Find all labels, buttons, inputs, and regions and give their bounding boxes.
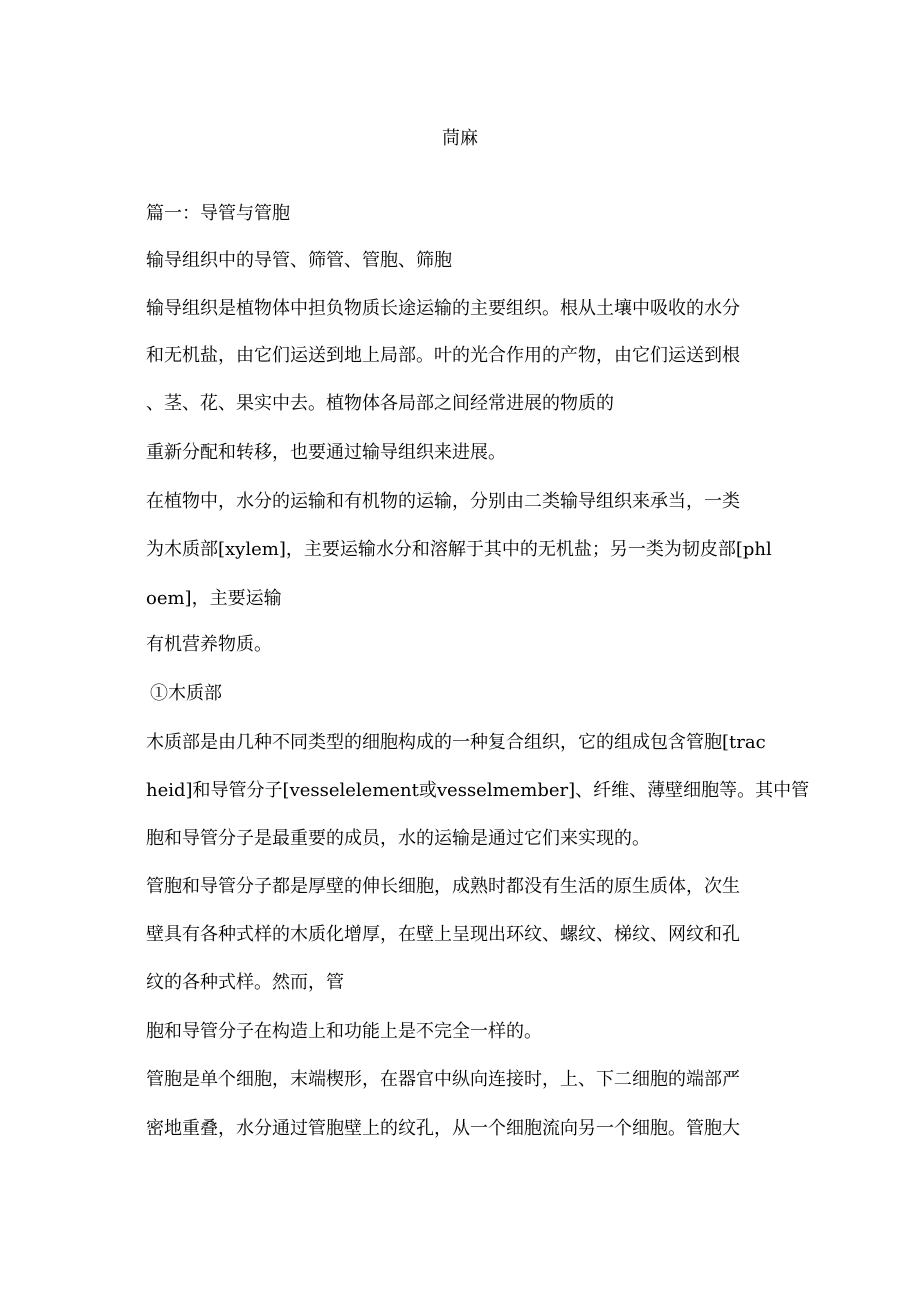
- text-line: 为木质部[xylem]，主要运输水分和溶解于其中的无机盐；另一类为韧皮部[phl: [146, 539, 772, 560]
- section-heading: ①木质部: [150, 683, 222, 704]
- text-line: 密地重叠，水分通过管胞壁上的纹孔，从一个细胞流向另一个细胞。管胞大: [146, 1118, 740, 1139]
- text-line: 、茎、花、果实中去。植物体各局部之间经常进展的物质的: [146, 393, 614, 414]
- text-line: 有机营养物质。: [146, 634, 272, 655]
- text-line: 在植物中，水分的运输和有机物的运输，分别由二类输导组织来承当，一类: [146, 491, 740, 512]
- text-line: 篇一：导管与管胞: [146, 203, 290, 224]
- text-line: 纹的各种式样。然而，管: [146, 972, 344, 993]
- text-line: 管胞是单个细胞，末端楔形，在器官中纵向连接时，上、下二细胞的端部严: [146, 1069, 740, 1090]
- text-line: 壁具有各种式样的木质化增厚，在壁上呈现出环纹、螺纹、梯纹、网纹和孔: [146, 924, 740, 945]
- text-line: 胞和导管分子是最重要的成员，水的运输是通过它们来实现的。: [146, 828, 650, 849]
- text-line: heid]和导管分子[vesselelement或vesselmember]、纤维、薄壁细胞等。其中管: [146, 780, 810, 801]
- text-line: 输导组织中的导管、筛管、管胞、筛胞: [146, 250, 452, 271]
- text-line: 和无机盐，由它们运送到地上局部。叶的光合作用的产物，由它们运送到根: [146, 345, 740, 366]
- text-line: 管胞和导管分子都是厚壁的伸长细胞，成熟时都没有生活的原生质体，次生: [146, 876, 740, 897]
- text-line: 重新分配和转移，也要通过输导组织来进展。: [146, 442, 506, 463]
- page-title: 茼麻: [442, 128, 478, 149]
- text-line: 输导组织是植物体中担负物质长途运输的主要组织。根从土壤中吸收的水分: [146, 298, 740, 319]
- text-line: 木质部是由几种不同类型的细胞构成的一种复合组织，它的组成包含管胞[trac: [146, 732, 766, 753]
- text-line: 胞和导管分子在构造上和功能上是不完全一样的。: [146, 1021, 542, 1042]
- text-line: oem]，主要运输: [146, 588, 282, 609]
